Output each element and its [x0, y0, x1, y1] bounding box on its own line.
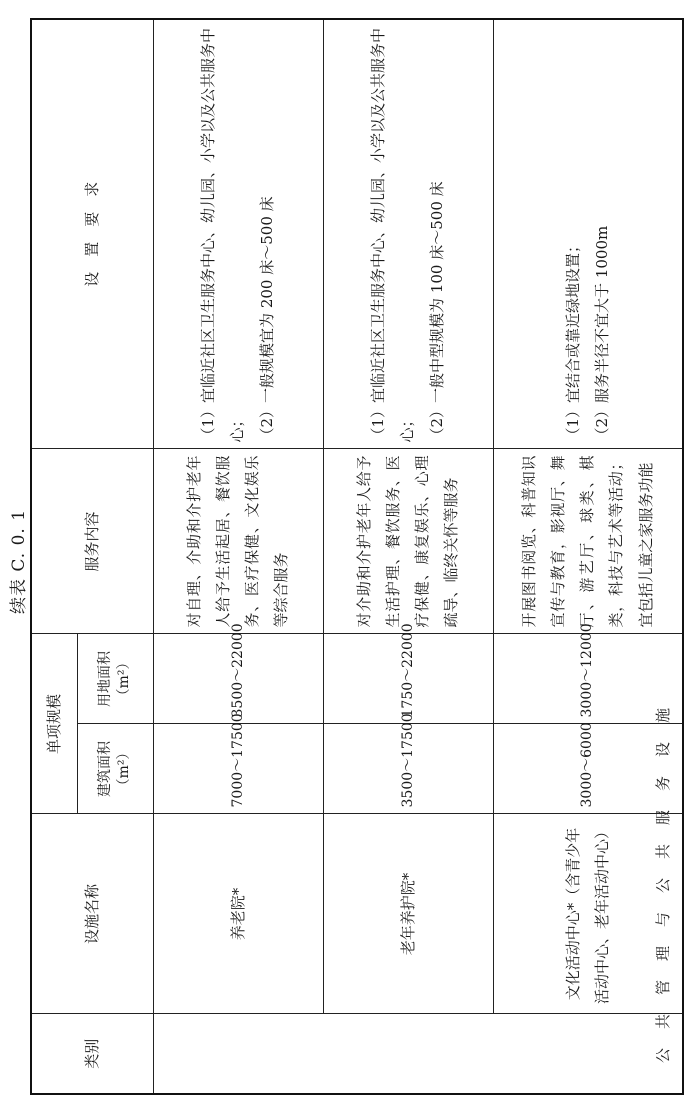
requirement-1: （1）宜临近社区卫生服务中心、幼儿园、小学以及公共服务中心；: [199, 27, 247, 443]
header-land-area-label: 用地面积: [97, 651, 114, 707]
header-scale: 单项规模: [31, 634, 77, 814]
header-building-area: [77, 724, 153, 814]
requirement-1: （1）宜临近社区卫生服务中心、幼儿园、小学以及公共服务中心；: [369, 27, 417, 443]
land-area-value: 3000～12000: [493, 634, 683, 724]
requirements-cell: [323, 19, 493, 449]
header-name: 设施名称: [31, 814, 153, 1014]
requirement-1: （1）宜结合或靠近绿地设置；: [563, 237, 582, 443]
facility-name: 养老院*: [153, 814, 323, 1014]
requirement-2: （2）一般中型规模为 100 床～500 床: [427, 181, 446, 443]
requirement-2: （2）服务半径不宜大于 1000m: [592, 225, 611, 443]
service-content: 对介助和介护老年人给予生活护理、餐饮服务、医疗保健、康复娱乐、心理疏导、临终关怀等服务: [323, 449, 493, 634]
requirements-cell: [153, 19, 323, 449]
rotated-table-container: [30, 20, 682, 1095]
facility-name: 老年养护院*: [323, 814, 493, 1014]
facility-name: 文化活动中心*（含青少年活动中心、老年活动中心）: [493, 814, 683, 1014]
title-area: [0, 0, 30, 1120]
building-area-value: 3500～17500: [323, 724, 493, 814]
category-label: 公共管理与公共服务设施: [653, 688, 672, 1063]
facility-table: [30, 18, 684, 1095]
header-category: 类别: [31, 1014, 153, 1094]
header-land-area-unit: （m²）: [116, 655, 132, 703]
building-area-value: 7000～17500: [153, 724, 323, 814]
header-land-area: [77, 634, 153, 724]
header-building-area-unit: （m²）: [116, 745, 132, 793]
header-service: 服务内容: [31, 449, 153, 634]
table-title: 续表 C. 0. 1: [9, 508, 29, 614]
requirement-2: （2）一般规模宜为 200 床～500 床: [257, 196, 276, 443]
building-area-value: 3000～6000: [493, 724, 683, 814]
header-requirements: 设 置 要 求: [31, 19, 153, 449]
land-area-value: 1750～22000: [323, 634, 493, 724]
requirements-cell: [493, 19, 683, 449]
header-building-area-label: 建筑面积: [97, 741, 114, 797]
service-content: 对自理、介助和介护老年人给予生活起居、餐饮服务、医疗保健、文化娱乐等综合服务: [153, 449, 323, 634]
service-content: 开展图书阅览、科普知识宣传与教育，影视厅、舞厅、游艺厅、球类、棋类，科技与艺术等活动；宜包括儿童之家服务功能: [493, 449, 683, 634]
table-row: [323, 19, 493, 1094]
land-area-value: 3500～22000: [153, 634, 323, 724]
table-row: [153, 19, 323, 1094]
